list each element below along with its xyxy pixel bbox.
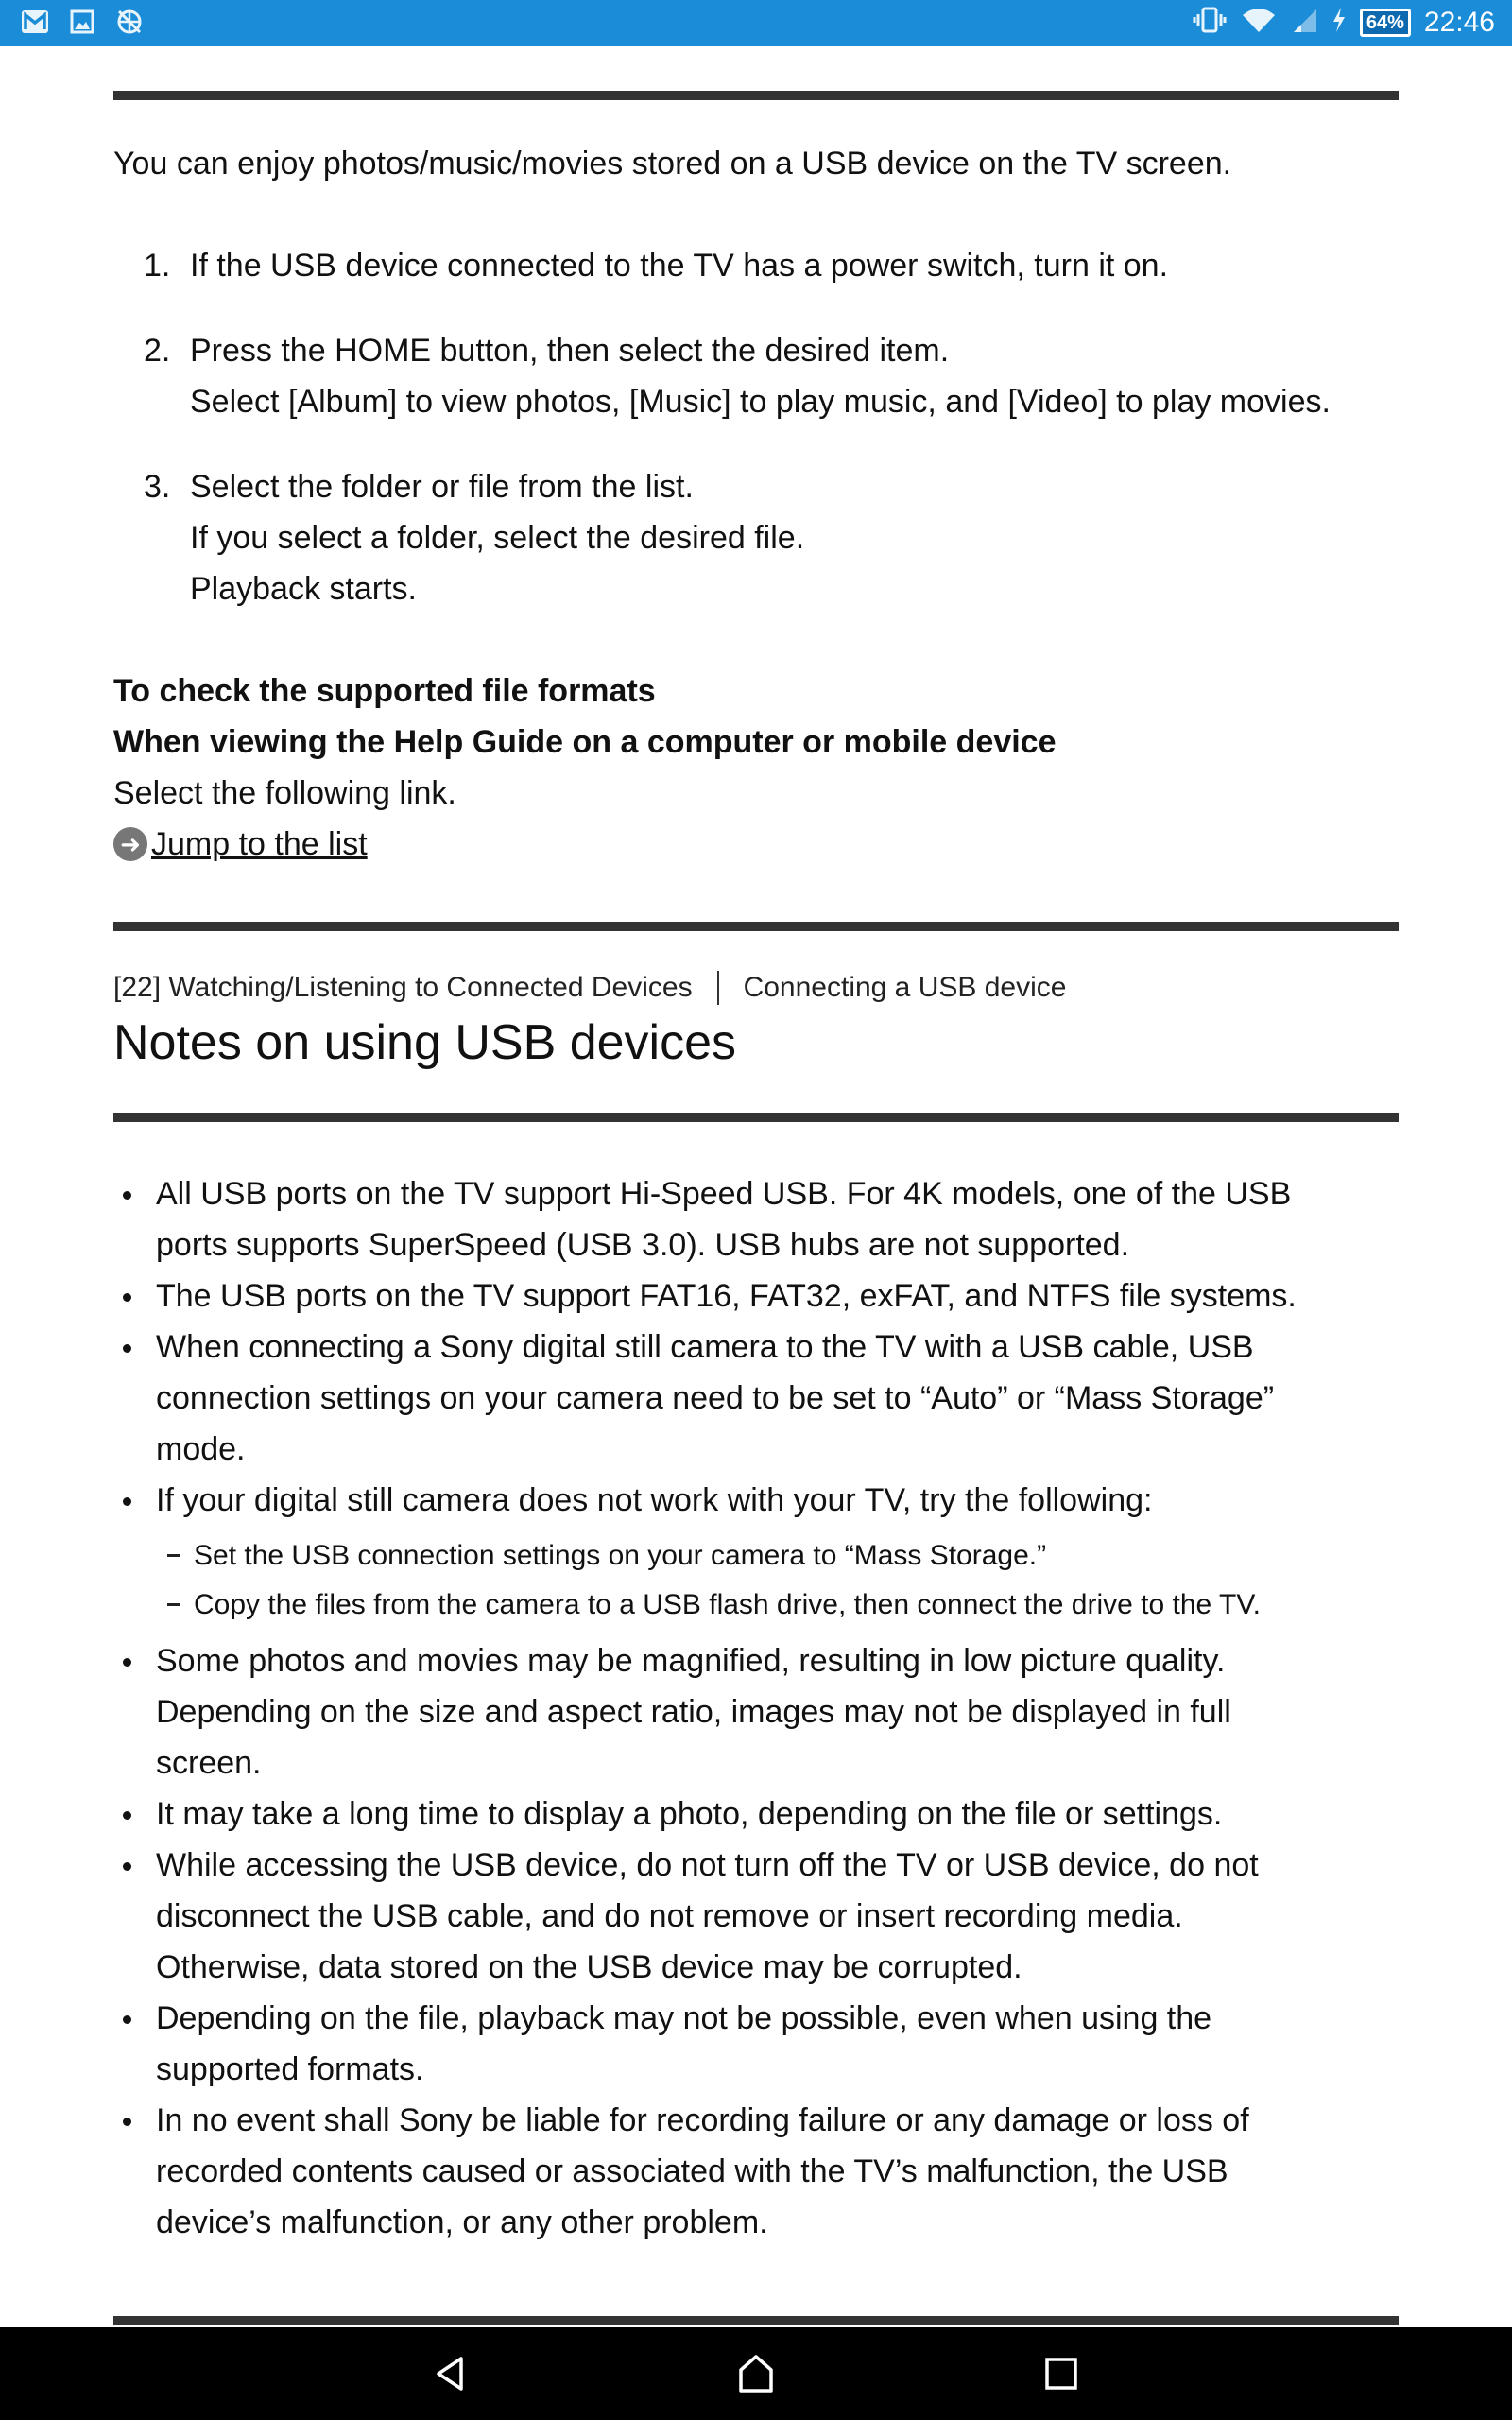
note-line: ports supports SuperSpeed (USB 3.0). USB hubs are not supported. [156,1227,1130,1263]
note-item [113,1322,1399,1475]
note-line: In no event shall Sony be liable for recording failure or any damage or loss of [156,2102,1249,2138]
note-line: connection settings on your camera need to be set to “Auto” or “Mass Storage” [156,1380,1275,1416]
dash-marker [167,1603,180,1606]
note-item [113,1840,1399,1993]
note-line: Depending on the size and aspect ratio, images may not be displayed in full [156,1694,1231,1730]
note-line: screen. [156,1745,262,1781]
note-line: All USB ports on the TV support Hi-Speed USB. For 4K models, one of the USB [156,1176,1292,1212]
intro-text: You can enjoy photos/music/movies stored on a USB device on the TV screen. [113,146,1232,182]
note-line: device’s malfunction, or any other problem. [156,2204,768,2240]
clipped-text-remnant [156,42,345,49]
breadcrumb-separator [717,971,719,1005]
section-divider [113,2316,1399,2325]
bullet-dot [123,1862,131,1871]
step-text: Select the folder or file from the list. [190,469,694,505]
signal-icon [1290,6,1318,39]
vpn-off-icon [115,8,144,41]
step-number: 1. [144,248,171,284]
step-text: If the USB device connected to the TV has a power switch, turn it on. [190,248,1169,284]
viewing-heading: When viewing the Help Guide on a computer or mobile device [113,724,1057,760]
sub-list [156,1531,1399,1630]
note-item [113,1168,1399,1270]
sub-item [156,1581,1399,1630]
gmail-icon [21,9,49,39]
back-icon[interactable] [431,2353,472,2394]
sub-item-text: Copy the files from the camera to a USB flash drive, then connect the drive to the TV. [194,1589,1261,1620]
note-item [113,1993,1399,2095]
arrow-right-circle-icon: ➜ [113,827,147,861]
sub-item [156,1531,1399,1581]
section-divider [113,1113,1399,1122]
page-title: Notes on using USB devices [113,1015,737,1070]
jump-link-text[interactable]: Jump to the list [151,826,368,862]
step-text: Press the HOME button, then select the desired item. [190,333,950,369]
recents-icon[interactable] [1040,2353,1082,2394]
notes-list [113,1168,1399,2248]
note-item [113,1270,1399,1322]
step-number: 2. [144,333,171,369]
note-item [113,1475,1399,1630]
bullet-dot [123,2015,131,2024]
jump-to-list-link[interactable] [113,819,368,870]
navigation-bar [0,2327,1512,2420]
breadcrumb-current[interactable]: Connecting a USB device [743,972,1067,1003]
note-line: If your digital still camera does not work with your TV, try the following: [156,1482,1153,1518]
note-line: Otherwise, data stored on the USB device may be corrupted. [156,1949,1022,1985]
step-text: Playback starts. [190,571,417,607]
gallery-icon [70,9,94,39]
note-item [113,1789,1399,1840]
bullet-dot [123,1293,131,1302]
note-line: While accessing the USB device, do not turn off the TV or USB device, do not [156,1847,1259,1883]
note-item [113,1635,1399,1789]
dash-marker [167,1554,180,1557]
note-line: The USB ports on the TV support FAT16, FAT32, exFAT, and NTFS file systems. [156,1278,1297,1314]
clock: 22:46 [1423,6,1495,38]
bullet-dot [123,1811,131,1820]
bullet-dot [123,1658,131,1667]
bullet-dot [123,1497,131,1506]
home-icon[interactable] [735,2353,777,2394]
select-link-text: Select the following link. [113,775,456,811]
note-line: supported formats. [156,2051,424,2087]
charging-icon [1332,7,1347,38]
note-line: disconnect the USB cable, and do not remove or insert recording media. [156,1898,1183,1934]
note-line: It may take a long time to display a photo, depending on the file or settings. [156,1796,1223,1832]
note-line: When connecting a Sony digital still camera to the TV with a USB cable, USB [156,1329,1254,1365]
note-line: Some photos and movies may be magnified, resulting in low picture quality. [156,1643,1226,1679]
sub-item-text: Set the USB connection settings on your camera to “Mass Storage.” [194,1540,1047,1571]
bullet-dot [123,1191,131,1200]
check-formats-heading: To check the supported file formats [113,673,656,709]
section-divider [113,91,1399,100]
battery-indicator: 64% [1360,9,1411,37]
vibrate-icon [1192,6,1228,39]
note-line: recorded contents caused or associated with the TV’s malfunction, the USB [156,2153,1228,2189]
bullet-dot [123,1344,131,1353]
wifi-icon [1241,6,1277,39]
status-bar [0,0,1512,46]
note-line: mode. [156,1431,246,1467]
step-text: Select [Album] to view photos, [Music] to play music, and [Video] to play movies. [190,384,1331,420]
section-divider [113,922,1399,931]
step-text: If you select a folder, select the desired file. [190,520,805,556]
bullet-dot [123,2118,131,2126]
note-line: Depending on the file, playback may not be possible, even when using the [156,2000,1212,2036]
breadcrumb-parent[interactable]: [22] Watching/Listening to Connected Devices [113,972,693,1003]
step-number: 3. [144,469,171,505]
note-item [113,2095,1399,2248]
breadcrumb [113,964,1066,1011]
